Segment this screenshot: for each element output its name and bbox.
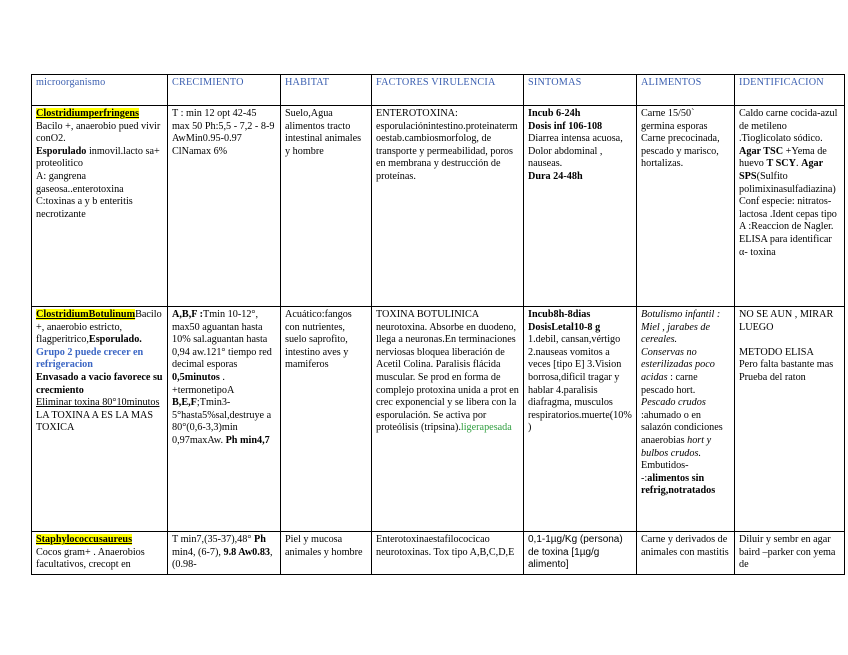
text: 0,1-1µg/Kg (persona) de toxina [1µg/g alimento] [528,534,623,571]
cell-crecimiento [168,106,281,307]
text: Tmin 10-12°, max50 aguantan hasta 10% sal.aguantan hasta 0,94 aw.121° tiempo red decimal esporas [172,309,272,371]
cell-identificacion [735,307,845,532]
organism-name: ClostridiumBotulinum [36,309,136,320]
cell-sintomas [524,532,637,575]
text: A,B,F : [172,309,204,320]
text: Cocos gram+ . Anaerobios facultativos, crecopt en [36,546,145,571]
cell-habitat [281,307,372,532]
cell-habitat [281,532,372,575]
text: Esporulado [36,145,87,157]
organism-name: Clostridiumperfringens [36,108,140,119]
text: Incub8h-8dias DosisLetal10-8 g [528,309,601,333]
organism-name: Staphylococcusaureus [36,534,133,545]
text: min4, (6-7), [172,546,224,558]
table-row [32,532,845,575]
header-habitat: HABITAT [281,75,372,106]
text: ligerapesada [460,422,512,434]
cell-identificacion [735,532,845,575]
text: NO SE AUN , MIRAR LUEGO [739,309,834,333]
cell-factores [372,532,524,575]
text: Enterotoxinaestafilococicao neurotoxinas. Tox tipo A,B,C,D,E [376,534,515,558]
text: Conservas no esterilizadas poco acidas [641,346,715,383]
text: Grupo 2 puede crecer en refrigeracion [36,346,144,371]
header-factores: FACTORES VIRULENCIA [372,75,524,106]
text: Caldo carne cocida-azul de metileno .Tioglicolato sódico. [739,108,838,145]
header-alimentos: ALIMENTOS [637,75,735,106]
cell-crecimiento [168,532,281,575]
text: . +termonetipoA [172,371,234,396]
text: Dosis inf 106-108 [528,120,603,132]
text: Prueba del raton [739,371,806,383]
text: Envasado a vacio favorece su crecmiento [36,371,163,396]
text: Esporulado. [88,334,142,346]
cell-factores [372,307,524,532]
text: A: gangrena gaseosa..enterotoxina [36,170,124,195]
text: Dura 24-48h [528,170,583,182]
cell-organism [32,532,168,575]
header-identificacion: IDENTIFICACION [735,75,845,106]
cell-habitat [281,106,372,307]
cell-sintomas [524,307,637,532]
text: ,(0.98- [172,546,273,571]
text: Agar TSC [739,145,784,157]
cell-sintomas [524,106,637,307]
text: ;Tmin3-5°hasta5%sal,destruye a 80°(0,6-3,3)min 0,97maxAw. [172,397,272,446]
text: METODO ELISA [739,346,814,358]
text: Pero falta bastante mas [739,359,834,371]
text: C:toxinas a y b enteritis necrotizante [36,196,133,220]
header-microorganismo: microorganismo [32,75,168,106]
text: Suelo,Agua alimentos tracto intestinal animales y hombre [285,108,362,157]
cell-organism [32,307,168,532]
cell-organism [32,106,168,307]
text: :ahumado o en salazón condiciones anaerobias [641,409,723,446]
cell-identificacion [735,106,845,307]
text: 1.debil, cansan,vértigo 2.nauseas vomitos a veces [tipo E] 3.Vision borrosa,dificil tragar y hablar 4.paralisis diafragma, musculos respiratorios.muerte(10%) [528,334,632,434]
text: T SCY [766,158,796,170]
text: (Sulfito polimixinasulfadiazina) Conf especie: nitratos-lactosa .Ident cepas tipo A :Reaccion de Nagler. ELISA para identificar α- toxina [739,170,837,258]
text: TOXINA BOTULINICA neurotoxina. Absorbe en duodeno, llega a neuronas.En terminaciones nerviosas bloquea liberación de Acetil Colina. Paralisis flácida muscular. Se prod en forma de complejo protoxina unida a prot en crec exponencial y se libera con la esporulación. Se activa por proteólisis (tripsina). [376,309,519,434]
cell-factores [372,106,524,307]
cell-crecimiento [168,307,281,532]
text: Botulismo infantil : Miel , jarabes de cereales. [641,309,721,346]
header-crecimiento: CRECIMIENTO [168,75,281,106]
text: Ph [253,534,266,545]
text: 9.8 Aw0.83 [223,546,271,558]
text: Bacilo +, anaerobio pued vivir conO2. [36,120,161,145]
text: Piel y mucosa animales y hombre [285,534,363,558]
table-row [32,106,845,307]
text: . [796,158,802,170]
text: Diarrea intensa acuosa, Dolor abdominal , nauseas. [528,133,623,170]
text: T min7,(35-37),48° [172,534,254,545]
text: Carne y derivados de animales con mastitis [641,534,729,558]
text: LA TOXINA A ES LA MAS TOXICA [36,409,154,434]
text: Embutidos--: [641,460,689,484]
text: inmovil.lacto sa+ proteolitico [36,145,160,170]
text: hort y bulbos crudos. [641,434,712,459]
text: : carne pescado hort. [641,371,698,396]
header-sintomas: SINTOMAS [524,75,637,106]
text: Ph min4,7 [225,434,270,446]
text: Eliminar toxina 80°10minutos [36,397,160,409]
text: ENTEROTOXINA: esporulaciónintestino.proteinatermoestab.cambiosmorfolog, de transporte y permeabilidad, poros en membrana y destrucción de proteínas. [376,108,518,182]
cell-alimentos [637,106,735,307]
text: Agar SPS [739,158,823,182]
text: Acuático:fangos con nutrientes, suelo saprofito, intestino aves y mamiferos [285,309,352,371]
text: Incub 6-24h [528,108,581,119]
microorganism-table [31,74,845,575]
header-row [32,75,845,106]
text: B,E,F [172,397,197,409]
text: 0,5minutos [172,371,220,383]
text: +Yema de huevo [739,145,827,170]
text: Diluir y sembr en agar baird –parker con yema de [739,534,836,571]
cell-alimentos [637,532,735,575]
text: alimentos sin refrig,notratados [641,472,716,497]
text: Bacilo +, anaerobio estricto, flagperitrico, [36,309,162,346]
text: Carne 15/50` germina esporas Carne precocinada, pescado y marisco, hortalizas. [641,108,720,170]
table-row [32,307,845,532]
text: T : min 12 opt 42-45 max 50 Ph:5,5 - 7,2 - 8-9 AwMin0.95-0.97 ClNamax 6% [172,108,275,157]
cell-alimentos [637,307,735,532]
text: Pescado crudos [641,397,706,409]
